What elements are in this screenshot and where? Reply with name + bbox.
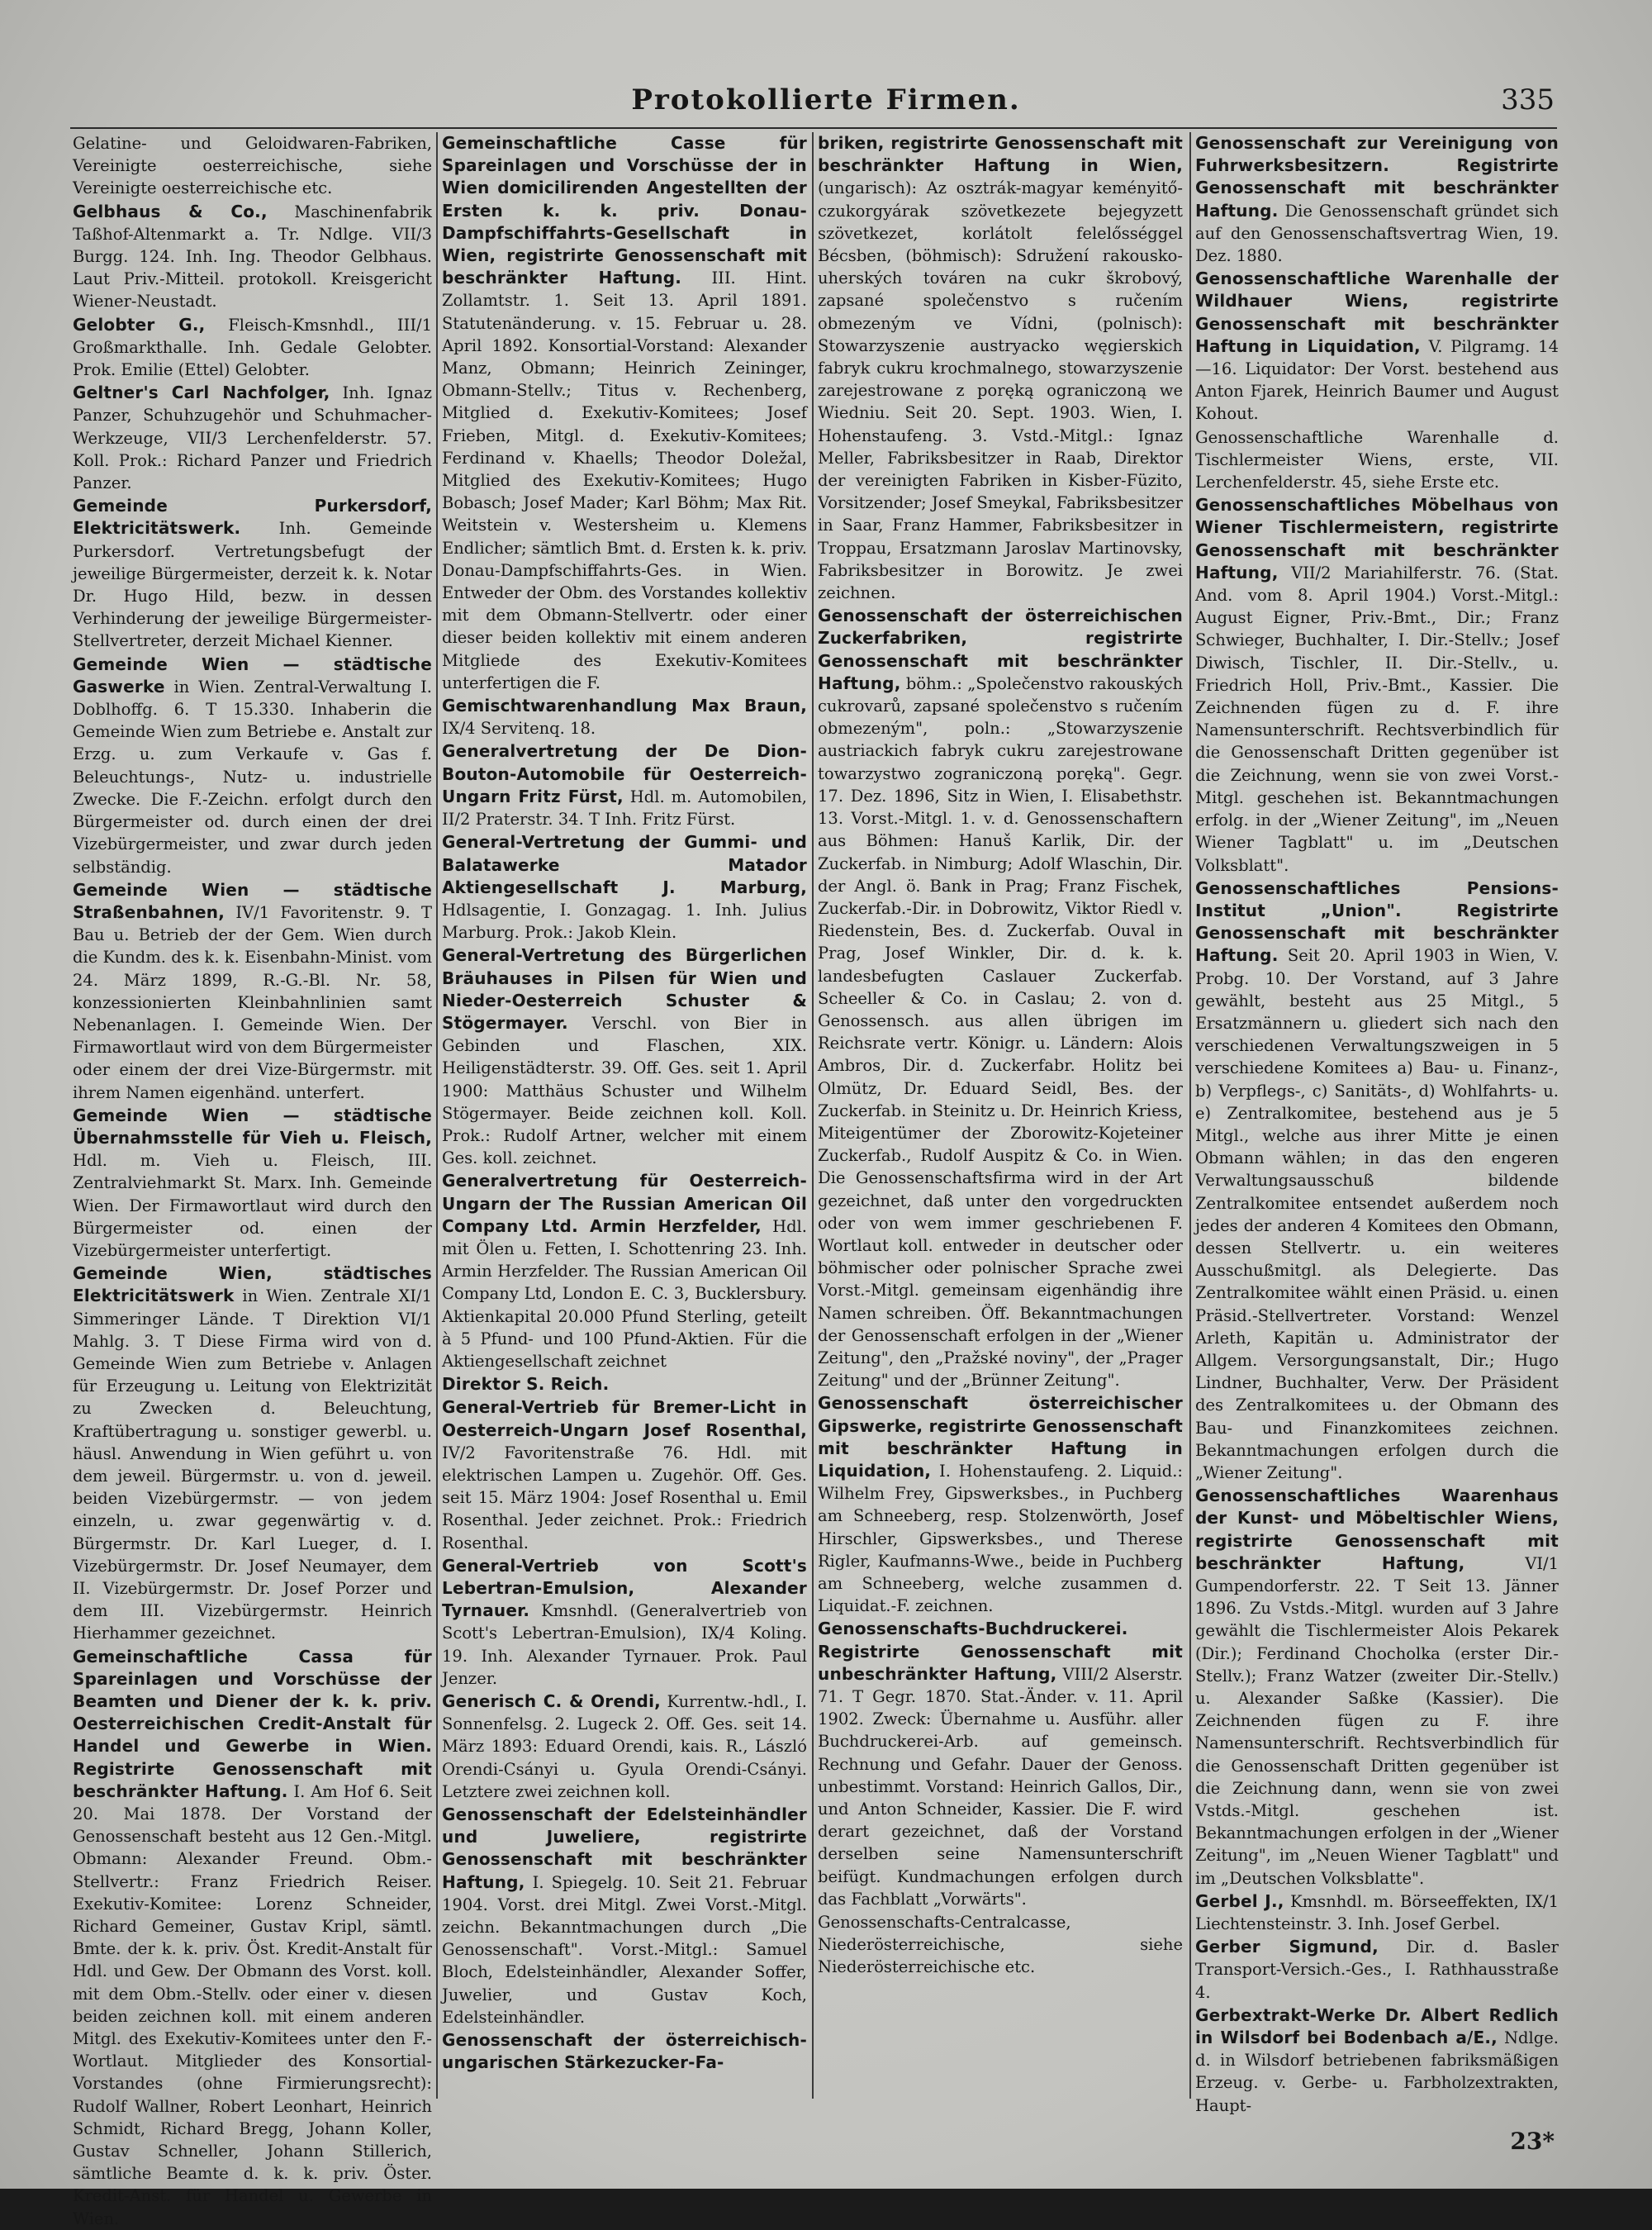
firm-name: Direktor S. Reich.: [442, 1374, 610, 1395]
entry-text: I. Spiegelg. 10. Seit 21. Februar 1904. Vorst. drei Mitgl. Zwei Vorst.-Mitgl. zeichn. Bekanntmachungen durch „Die Genossenschaft". Vorst.-Mitgl.: Samuel Bloch, Edelsteinhändler, Alexander Soffer, Juwelier, und Gustav Koch, Edelsteinhändler.: [442, 1872, 807, 2027]
entry-text: Hdl. m. Automobilen, II/2 Praterstr. 34. T Inh. Fritz Fürst.: [442, 787, 807, 830]
entry-text: Seit 20. April 1903 in Wien, V. Probg. 10. Der Vorstand, auf 3 Jahre gewählt, besteht aus 25 Mitgl., 5 Ersatzmännern u. gliedert sich nach den verschiedenen Verwaltungszweigen in 5 verschiedene Komitees a) Bau- u. Finanz-, b) Verpflegs-, c) Sanitäts-, d) Wohlfahrts- u. e) Zentralkomitee, bestehend aus je 5 Mitgl., welche aus ihrer Mitte je einen Obmann wählen; in das den engeren Verwaltungsausschuß bildende Zentralkomitee entsendet außerdem noch jedes der anderen 4 Komitees den Obmann, dessen Stellvertr. u. ein weiteres Ausschußmitgl. als Delegierte. Das Zentralkomitee wählt einen Präsid. u. einen Präsid.-Stellvertreter. Vorstand: Wenzel Arleth, Kapitän u. Administrator der Allgem. Versorgungsanstalt, Dir.; Hugo Lindner, Buchhalter, Verw. Der Präsident des Zentralkomitees u. der Obmann des Bau- und Finanzkomitees zeichnen. Bekanntmachungen erfolgen durch die „Wiener Zeitung".: [1195, 946, 1559, 1482]
entry-text: Dir. d. Basler Transport-Versich.-Ges., I. Rathhausstraße 4.: [1195, 1938, 1559, 2002]
entry-text: Hdl. mit Ölen u. Fetten, I. Schottenring 23. Inh. Armin Herzfelder. The Russian American Oil Company Ltd, London E. C. 3, Bucklersbury. Aktienkapital 20.000 Pfund Sterling, geteilt à 5 Pfund- und 100 Pfund-Aktien. Für die Aktiengesellschaft zeichnet: [442, 1216, 807, 1371]
firm-name: Gelobter G.,: [73, 314, 206, 335]
column-4: [1195, 132, 1559, 2115]
directory-entry: [818, 1911, 1183, 1979]
directory-entry: [442, 1804, 807, 2028]
firm-name: Genossenschaftliches Pensions-Institut „Union". Registrirte Genossenschaft mit beschränkter Haftung.: [1195, 877, 1559, 966]
column-2: [442, 132, 807, 2082]
firm-name: Gemeinde Wien — städtische Gaswerke: [73, 654, 432, 697]
directory-entry: [1195, 2004, 1559, 2117]
directory-entry: [73, 1262, 432, 1644]
directory-entry: [73, 132, 432, 200]
firm-name: Genossenschaftliches Waarenhaus der Kunst- und Möbeltischler Wiens, registrirte Genossenschaft mit beschränkter Haftung,: [1195, 1486, 1559, 1573]
directory-entry: [73, 495, 432, 652]
column-3: [818, 132, 1183, 2082]
directory-entry: [442, 2029, 807, 2074]
directory-entry: [1195, 268, 1559, 425]
entry-text: in Wien. Zentral-Verwaltung I. Doblhoffg. 6. T 15.330. Inhaberin die Gemeinde Wien zum Betriebe e. Anstalt zur Erzg. u. zum Verkaufe v. Gas f. Beleuchtungs-, Nutz- u. industrielle Zwecke. Die F.-Zeichn. erfolgt durch den Bürgermeister od. durch einen der drei Vizebürgermeister, und zwar durch jeden selbständig.: [73, 677, 432, 877]
directory-entry: [1195, 132, 1559, 267]
directory-entry: [1195, 1936, 1559, 2004]
entry-text: V. Pilgramg. 14—16. Liquidator: Der Vorst. bestehend aus Anton Fjarek, Heinrich Baumer und August Kohout.: [1195, 336, 1559, 424]
firm-name: Genossenschaftliche Warenhalle der Wildhauer Wiens, registrirte Genossenschaft mit beschränkter Haftung in Liquidation,: [1195, 269, 1559, 356]
directory-entry: [1195, 426, 1559, 494]
directory-entry: [442, 944, 807, 1169]
running-title: Protokollierte Firmen.: [631, 83, 1021, 116]
entry-text: Gelatine- und Geloidwaren-Fabriken, Vereinigte oesterreichische, siehe Vereinigte oesterreichische etc.: [73, 134, 432, 198]
firm-name: Gemeinde Wien, städtisches Elektricitätswerk: [73, 1263, 432, 1306]
directory-entry: [818, 132, 1183, 604]
firm-name: General-Vertretung der Gummi- und Balatawerke Matador Aktiengesellschaft J. Marburg,: [442, 832, 807, 897]
entry-text: Inh. Ignaz Panzer, Schuhzugehör und Schuhmacher-Werkzeuge, VII/3 Lerchenfelderstr. 57. Koll. Prok.: Richard Panzer und Friedrich Panzer.: [73, 383, 432, 493]
page-number: 335: [1501, 83, 1555, 116]
directory-entry: [818, 1392, 1183, 1617]
entry-text: Hdlsagentie, I. Gonzagag. 1. Inh. Julius Marburg. Prok.: Jakob Klein.: [442, 900, 807, 943]
directory-entry: [442, 132, 807, 694]
directory-entry: [73, 314, 432, 382]
entry-text: Kmsnhdl. m. Börseeffekten, IX/1 Liechtensteinstr. 3. Inh. Josef Gerbel.: [1195, 1891, 1559, 1934]
entry-text: Genossenschafts-Centralcasse, Niederösterreichische, siehe Niederösterreichische etc.: [818, 1913, 1183, 1977]
firm-name: Genossenschaft der österreichisch-ungarischen Stärkezucker-Fa-: [442, 2030, 807, 2073]
directory-entry: [1195, 1890, 1559, 1935]
directory-entry: [73, 654, 432, 878]
firm-name: Genossenschaft österreichischer Gipswerke, registrirte Genossenschaft mit beschränkter Haftung in Liquidation,: [818, 1393, 1183, 1481]
firm-name: Generisch C. & Orendi,: [442, 1691, 661, 1712]
firm-name: Gemischtwarenhandlung Max Braun,: [442, 696, 807, 716]
firm-name: Gemeinde Wien — städtische Straßenbahnen,: [73, 879, 432, 922]
page-header: [0, 78, 1652, 128]
firm-name: Gemeinde Purkersdorf, Elektricitätswerk.: [73, 496, 432, 539]
entry-text: Verschl. von Bier in Gebinden und Flaschen, XIX. Heiligenstädterstr. 39. Off. Ges. seit 1. April 1900: Matthäus Schuster und Wilhelm Stögermayer. Beide zeichnen koll. Koll. Prok.: Rudolf Artner, welcher mit einem Ges. koll. zeichnet.: [442, 1013, 807, 1168]
directory-entry: [442, 695, 807, 739]
firm-name: Gerbel J.,: [1195, 1890, 1284, 1911]
firm-name: Gelbhaus & Co.,: [73, 201, 268, 221]
directory-entry: [442, 1396, 807, 1553]
entry-text: III. Hint. Zollamtstr. 1. Seit 13. April 1891. Statutenänderung. v. 15. Februar u. 28. April 1892. Konsortial-Vorstand: Alexander Manz, Obmann; Heinrich Zeininger, Obmann-Stellv.; Titus v. Rechenberg, Mitglied d. Exekutiv-Komitees; Josef Frieben, Mitgl. d. Exekutiv-Komitees; Ferdinand v. Khaells; Theodor Doležal, Mitglied des Exekutiv-Komitees; Hugo Bobasch; Josef Mader; Karl Böhm; Max Rit. Weitstein v. Westersheim u. Klemens Endlicher; sämtlich Bmt. d. Ersten k. k. priv. Donau-Dampfschiffahrts-Ges. in Wien. Entweder der Obm. des Vorstandes kollektiv mit dem Obmann-Stellvertr. oder einer dieser beiden kollektiv mit einem anderen Mitgliede des Exekutiv-Komitees unterfertigen die F.: [442, 269, 808, 692]
directory-entry: [73, 879, 432, 1104]
column-divider: [812, 132, 814, 2099]
directory-entry: [442, 1373, 807, 1396]
firm-name: Genossenschaftliches Möbelhaus von Wiener Tischlermeistern, registrirte Genossenschaft mit beschränkter Haftung,: [1195, 495, 1559, 582]
entry-text: IV/2 Favoritenstraße 76. Hdl. mit elektrischen Lampen u. Zugehör. Off. Ges. seit 15. März 1904: Josef Rosenthal u. Emil Rosenthal. Jeder zeichnet. Prok.: Friedrich Rosenthal.: [442, 1443, 807, 1552]
directory-entry: [73, 1105, 432, 1262]
directory-entry: [73, 1646, 432, 2230]
entry-text: Ndlge. d. in Wilsdorf betriebenen fabriksmäßigen Erzeug. v. Gerbe- u. Farbholzextrakten, Haupt-: [1195, 2028, 1559, 2115]
firm-name: Genossenschaft der Edelsteinhändler und Juweliere, registrirte Genossenschaft mit beschränkter Haftung,: [442, 1804, 807, 1892]
entry-text: Kurrentw.-hdl., I. Sonnenfelsg. 2. Lugeck 2. Off. Ges. seit 14. März 1893: Eduard Orendi, kais. R., László Orendi-Csányi u. Gyula Orendi-Csányi. Letztere zwei zeichnen koll.: [442, 1692, 807, 1801]
firm-name: Gerbextrakt-Werke Dr. Albert Redlich in Wilsdorf bei Bodenbach a/E.,: [1195, 2004, 1559, 2048]
entry-text: IV/1 Favoritenstr. 9. T Bau u. Betrieb der der Gem. Wien durch die Kundm. des k. k. Eisenbahn-Minist. vom 24. März 1899, R.-G.-Bl. Nr. 58, konzessionierten Kleinbahnlinien samt Nebenanlagen. I. Gemeinde Wien. Der Firmawortlaut wird von dem Bürgermeister oder einem der drei Vize-Bürgermstr. mit ihrem Namen eigenhänd. unterfert.: [73, 902, 432, 1102]
entry-text: in Wien. Zentrale XI/1 Simmeringer Lände. T Direktion VI/1 Mahlg. 3. T Diese Firma wird von d. Gemeinde Wien zum Betriebe v. Anlagen für Erzeugung u. Leitung von Elektrizität zu Zwecken d. Beleuchtung, Kraftübertragung u. sonstiger gewerbl. u. häusl. Anwendung in Wien geführt u. von dem jeweil. Bürgermstr. u. von d. jeweil. beiden Vizebürgermstr. — von jedem einzeln, u. zwar gegenwärtig v. d. Bürgermstr. Dr. Karl Lueger, d. I. Vizebürgermstr. Dr. Josef Neumayer, dem II. Vizebürgermstr. Dr. Josef Porzer und dem III. Vizebürgermstr. Heinrich Hierhammer gezeichnet.: [73, 1286, 432, 1643]
column-divider: [436, 132, 438, 2099]
entry-text: VI/1 Gumpendorferstr. 22. T Seit 13. Jänner 1896. Zu Vstds.-Mitgl. wurden auf 3 Jahre gewählt die Tischlermeister Alois Pekarek (Dir.); Ferdinand Chocholka (erster Dir.-Stellv.); Franz Watzer (zweiter Dir.-Stellv.) u. Alexander Saßke (Kassier). Die Zeichnenden fügen zu F. ihre Namensunterschrift. Rechtsverbindlich für die Genossenschaft Dritten gegenüber ist die Zeichnung dann, wenn sie von zwei Vstds.-Mitgl. geschehen ist. Bekanntmachungen erfolgen in der „Wiener Zeitung", im „Neuen Wiener Tagblatt" und im „Deutschen Volksblatte".: [1195, 1553, 1559, 1888]
column-1: [73, 132, 433, 2228]
directory-entry: [818, 605, 1183, 1391]
entry-text: Hdl. m. Vieh u. Fleisch, III. Zentralviehmarkt St. Marx. Inh. Gemeinde Wien. Der Firmawortlaut wird durch den Bürgermeister od. einen der Vizebürgermeister unterfertigt.: [73, 1151, 432, 1260]
entry-text: I. Hohenstaufeng. 2. Liquid.: Wilhelm Frey, Gipswerksbes., in Puchberg am Schneeberg, resp. Stolzenwörth, Josef Hirschler, Gipswerksbes., und Therese Rigler, Kaufmanns-Wwe., beide in Puchberg am Schneeberg, welche zusammen d. Liquidat.-F. zeichnen.: [818, 1461, 1183, 1616]
firm-name: Gemeinschaftliche Cassa für Spareinlagen und Vorschüsse der Beamten und Diener der k. k. priv. Oesterreichischen Credit-Anstalt für Handel und Gewerbe in Wien. Registrirte Genossenschaft mit beschränkter Haftung.: [73, 1646, 432, 1801]
firm-name: Genossenschaft zur Vereinigung von Fuhrwerksbesitzern. Registrirte Genossenschaft mit beschränkter Haftung.: [1195, 133, 1559, 221]
entry-text: IX/4 Servitenq. 18.: [442, 719, 596, 739]
directory-entry: [442, 831, 807, 944]
entry-text: I. Am Hof 6. Seit 20. Mai 1878. Der Vorstand der Genossenschaft besteht aus 12 Gen.-Mitgl. Obmann: Alexander Freund. Obm.-Stellvertr.: Franz Friedrich Reiser. Exekutiv-Komitee: Lorenz Schneider, Richard Gemeiner, Gustav Kripl, sämtl. Bmte. der k. k. priv. Öst. Kredit-Anstalt für Hdl. und Gew. Der Obmann des Vorst. koll. mit dem Obm.-Stellv. oder einer v. diesen beiden zeichnen koll. mit einem anderen Mitgl. des Exekutiv-Komitees unter den F.-Wortlaut. Mitglieder des Konsortial-Vorstandes (ohne Firmierungsrecht): Rudolf Wallner, Robert Leonhart, Heinrich Schmidt, Richard Bregg, Johann Koller, Gustav Schneller, Johann Stillerich, sämtliche Beamte d. k. k. priv. Öster. Kredit-Anst. für Handel u. Gewerbe in Wien.: [73, 1781, 433, 2228]
entry-text: Genossenschaftliche Warenhalle d. Tischlermeister Wiens, erste, VII. Lerchenfelderstr. 45, siehe Erste etc.: [1195, 427, 1559, 492]
directory-entry: [818, 1618, 1183, 1910]
entry-text: Kmsnhdl. (Generalvertrieb von Scott's Lebertran-Emulsion), IX/4 Koling. 19. Inh. Alexander Tyrnauer. Prok. Paul Jenzer.: [442, 1601, 808, 1688]
signature-mark: 23*: [1510, 2128, 1555, 2155]
directory-entry: [442, 1690, 807, 1803]
firm-name: General-Vertrieb von Scott's Lebertran-Emulsion, Alexander Tyrnauer.: [442, 1555, 807, 1621]
entry-text: (ungarisch): Az osztrák-magyar keményitő-czukorgyárak szövetkezete bejegyzett szövetkezet, korlátolt felelősséggel Bécsben, (böhmisch): Sdružení rakousko-uherských továren na cukr škrobový, zapsané společenstvo s ručením obmezeným ve Vídni, (polnisch): Stowarzyszenie austryacko węgierskich fabryk cukru krochmalnego, stowarzyszenie zarejestrowane z poręką ograniczoną we Wiedniu. Seit 20. Sept. 1903. Wien, I. Hohenstaufeng. 3. Vstd.-Mitgl.: Ignaz Meller, Fabriksbesitzer in Raab, Direktor der vereinigten Fabriken in Kisber-Füzito, Vorsitzender; Josef Smeykal, Fabriksbesitzer in Saar, Franz Hammer, Fabriksbesitzer in Troppau, Ersatzmann Jaroslav Martinovsky, Fabriksbesitzer in Borowitz. Je zwei zeichnen.: [818, 178, 1183, 603]
firm-name: Gemeinschaftliche Casse für Spareinlagen und Vorschüsse der in Wien domicilirenden Angestellten der Ersten k. k. priv. Donau-Dampfschiffahrts-Gesellschaft in Wien, registrirte Genossenschaft mit beschränkter Haftung.: [442, 133, 807, 288]
header-rule: [70, 127, 1557, 129]
entry-text: Fleisch-Kmsnhdl., III/1 Großmarkthalle. Inh. Gedale Gelobter. Prok. Emilie (Ettel) Gelobter.: [73, 315, 432, 380]
firm-name: Gemeinde Wien — städtische Übernahmsstelle für Vieh u. Fleisch,: [73, 1105, 432, 1148]
firm-name: briken, registrirte Genossenschaft mit beschränkter Haftung in Wien,: [818, 133, 1183, 176]
entry-text: VIII/2 Alserstr. 71. T Gegr. 1870. Stat.-Änder. v. 11. April 1902. Zweck: Übernahme u. Ausführ. aller Buchdruckerei-Arb. auf gemeinsch. Rechnung und Gefahr. Dauer der Genoss. unbestimmt. Vorstand: Heinrich Gallos, Dir., und Anton Schneider, Kassier. Die F. wird derart gezeichnet, daß der Vorstand derselben seine Namensunterschrift beifügt. Kundmachungen erfolgen durch das Fachblatt „Vorwärts".: [818, 1664, 1183, 1909]
firm-name: Generalvertretung der De Dion-Bouton-Automobile für Oesterreich-Ungarn Fritz Fürst,: [442, 741, 807, 806]
entry-text: Die Genossenschaft gründet sich auf den Genossenschaftsvertrag Wien, 19. Dez. 1880.: [1195, 201, 1559, 266]
firm-name: Genossenschafts-Buchdruckerei. Registrirte Genossenschaft mit unbeschränkter Haftung,: [818, 1619, 1183, 1684]
directory-entry: [73, 382, 432, 494]
directory-entry: [442, 1555, 807, 1690]
directory-entry: [442, 740, 807, 830]
directory-entry: [1195, 877, 1559, 1484]
directory-entry: [1195, 1485, 1559, 1890]
directory-entry: [1195, 494, 1559, 876]
firm-name: General-Vertrieb für Bremer-Licht in Oesterreich-Ungarn Josef Rosenthal,: [442, 1397, 807, 1440]
firm-name: Geltner's Carl Nachfolger,: [73, 383, 330, 403]
firm-name: Genossenschaft der österreichischen Zuckerfabriken, registrirte Genossenschaft mit beschränkter Haftung,: [818, 606, 1183, 693]
firm-name: General-Vertretung des Bürgerlichen Bräuhauses in Pilsen für Wien und Nieder-Oesterreich Schuster & Stögermayer.: [442, 945, 807, 1033]
directory-entry: [442, 1170, 807, 1372]
entry-text: Maschinenfabrik Taßhof-Altenmarkt a. Tr. Ndlge. VII/3 Burgg. 124. Inh. Ing. Theodor Gelbhaus. Laut Priv.-Mitteil. protokoll. Kreisgericht Wiener-Neustadt.: [73, 202, 433, 311]
entry-text: VII/2 Mariahilferstr. 76. (Stat. And. vom 8. April 1904.) Vorst.-Mitgl.: August Eigner, Priv.-Bmt., Dir.; Franz Schwieger, Buchhalter, I. Dir.-Stellv.; Josef Diwisch, Tischler, II. Dir.-Stellv., u. Friedrich Holl, Priv.-Bmt., Kassier. Die Zeichnenden fügen zu d. F. ihre Namensunterschrift. Rechtsverbindlich für die Genossenschaft Dritten gegenüber ist die Zeichnung, wenn sie von zwei Vorst.-Mitgl. geschehen ist. Bekanntmachungen erfolg. in der „Wiener Zeitung", im „Neuen Wiener Tagblatt" u. im „Deutschen Volksblatt".: [1195, 563, 1559, 875]
firm-name: Gerber Sigmund,: [1195, 1937, 1379, 1957]
entry-text: böhm.: „Společenstvo rakouských cukrovarů, zapsané společenstvo s ručením obmezeným", poln.: „Stowarzyszenie austriackich fabryk cukru zarejestrowane towarzystwo zograniczoną poręką". Gegr. 17. Dez. 1896, Sitz in Wien, I. Elisabethstr. 13. Vorst.-Mitgl. 1. v. d. Genossenschaftern aus Böhmen: Hanuš Karlik, Dir. der Zuckerfab. in Nimburg; Adolf Wlaschin, Dir. der Angl. ö. Bank in Prag; Franz Fischek, Zuckerfab.-Dir. in Dobrowitz, Viktor Riedl v. Riedenstein, Bes. d. Zuckerfab. Ouval in Prag, Josef Winkler, Dir. d. k. k. landesbefugten Caslauer Zuckerfab. Scheeller & Co. in Caslau; 2. von d. Genossensch. aus allen übrigen im Reichsrate vertr. Königr. u. Ländern: Alois Ambros, Dir. d. Zuckerfabr. Holitz bei Olmütz, Dr. Eduard Seidl, Bes. der Zuckerfab. in Steinitz u. Dr. Heinrich Kriess, Miteigentümer der Zborowitz-Kojeteiner Zuckerfab., Rudolf Auspitz & Co. in Wien. Die Genossenschaftsfirma wird in der Art gezeichnet, daß unter den vorgedruckten oder von wem immer geschriebenen F. Wortlaut koll. entweder in deutscher oder böhmischer oder polnischer Sprache zwei Vorst.-Mitgl. gemeinsam eigenhändig ihre Namen schreiben. Öff. Bekanntmachungen der Genossenschaft erfolgen in der „Wiener Zeitung", den „Pražské noviny", der „Prager Zeitung" und der „Brünner Zeitung".: [818, 673, 1184, 1391]
column-divider: [1189, 132, 1191, 2099]
entry-text: Inh. Gemeinde Purkersdorf. Vertretungsbefugt der jeweilige Bürgermeister, derzeit k. k. Notar Dr. Hugo Hild, bezw. in dessen Verhinderung der jeweilige Bürgermeister-Stellvertreter, derzeit Michael Kienner.: [73, 519, 433, 651]
firm-name: Generalvertretung für Oesterreich-Ungarn der The Russian American Oil Company Ltd. Armin Herzfelder,: [442, 1171, 807, 1236]
directory-entry: [73, 201, 432, 313]
